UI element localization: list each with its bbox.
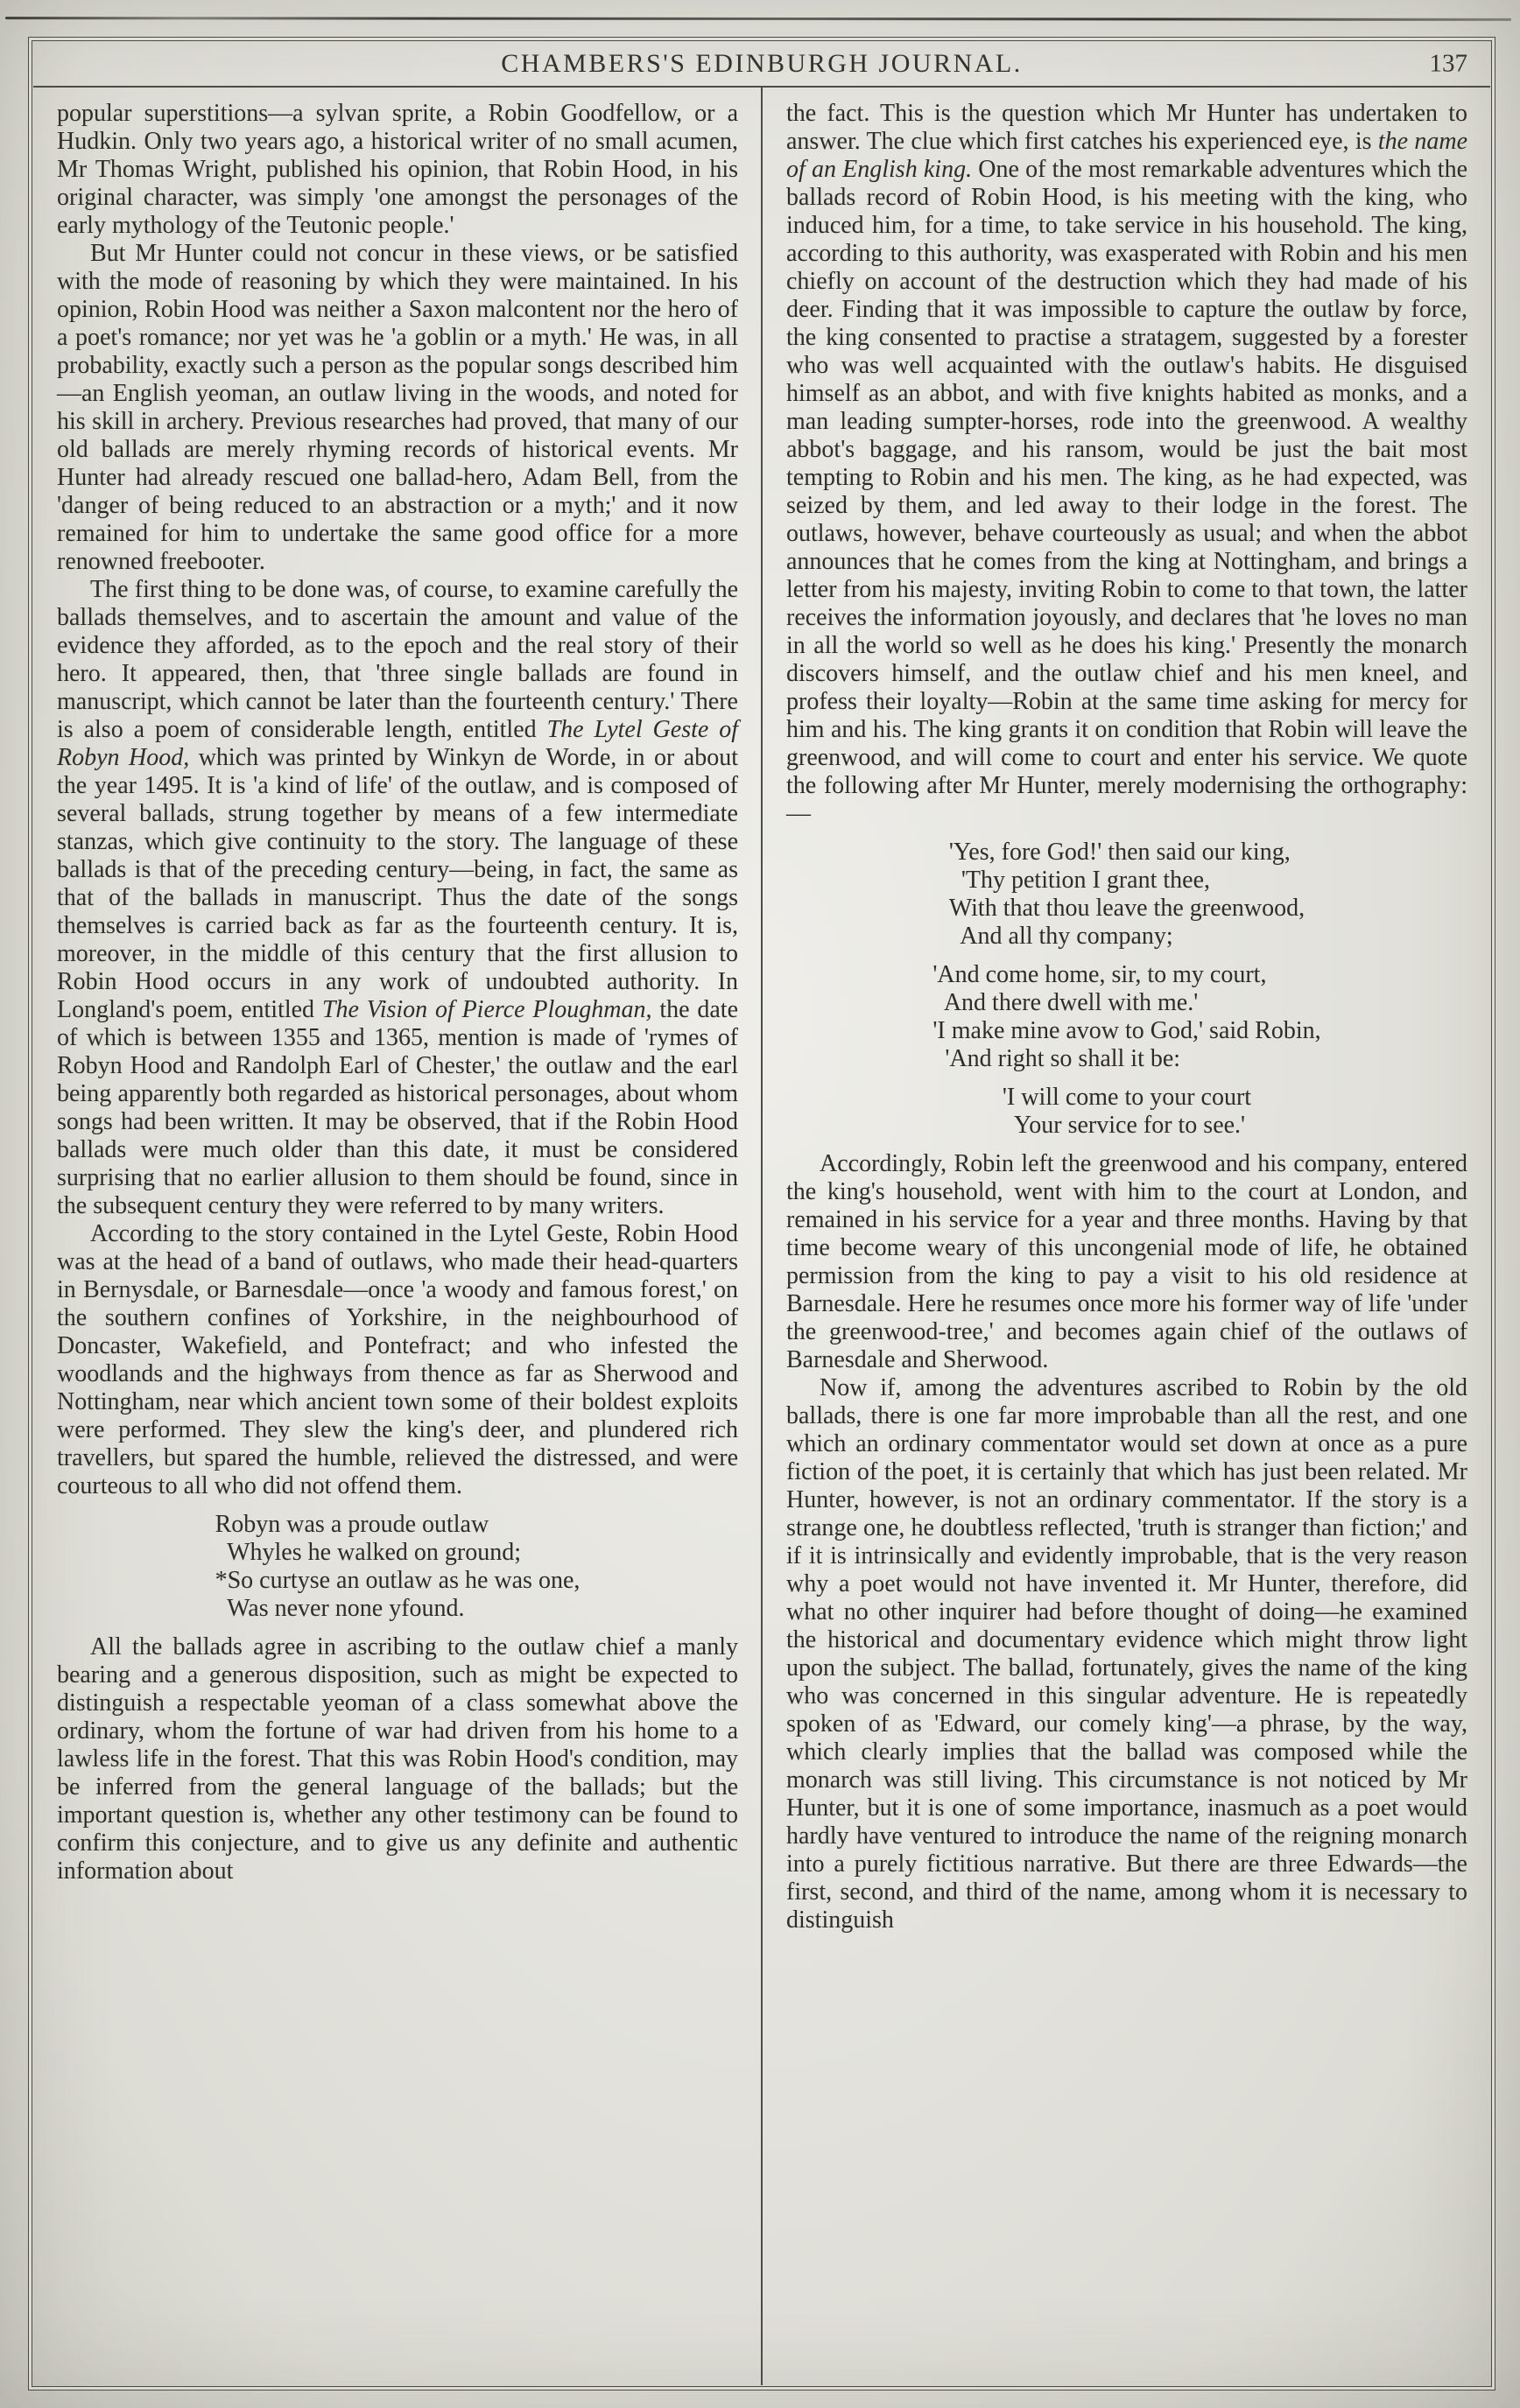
page xyxy=(28,37,1495,2390)
text-segment: which was printed by Winkyn de Worde, in or about the year 1495. It is 'a kind of life' of the outlaw, and is composed of several ballads, strung together by means of a few intermediate stanzas, which give continuity to the story. The language of these ballads is that of the preceding century—being, in fact, the same as that of the ballads in manuscript. Thus the date of the songs themselves is carried back as far as the fourteenth century. It is, moreover, in the middle of this century that the first allusion to Robin Hood occurs in any work of undoubted authority. In Longland's poem, entitled xyxy=(57,744,738,1023)
journal-title: CHAMBERS'S EDINBURGH JOURNAL. xyxy=(501,49,1023,78)
paragraph xyxy=(57,100,738,240)
column-left xyxy=(33,88,761,2385)
verse-line: 'I make mine avow to God,' said Robin, xyxy=(932,1017,1321,1044)
verse-line: Your service for to see.' xyxy=(1002,1112,1246,1139)
text-segment: But Mr Hunter could not concur in these views, or be satisfied with the mode of reasoning by which they were maintained. In his opinion, Robin Hood was neither a Saxon malcontent nor the hero of a poet's romance; nor yet was he 'a goblin or a myth.' He was, in all probability, exactly such a person as the popular songs described him—an English yeoman, an outlaw living in the woods, and noted for his skill in archery. Previous researches had proved, that many of our old ballads are merely rhyming records of historical events. Mr Hunter had already rescued one ballad-hero, Adam Bell, from the 'danger of being reduced to an abstraction or a myth;' and it now remained for him to undertake the same good office for a more renowned freebooter. xyxy=(57,240,738,575)
verse-line: Was never none yfound. xyxy=(215,1595,465,1622)
text-segment: According to the story contained in the Lytel Geste, Robin Hood was at the head of a band of outlaws, who made their head-quarters in Bernysdale, or Barnesdale—once 'a woody and famous forest,' on the southern confines of Yorkshire, in the neighbourhood of Doncaster, Wakefield, and Pontefract; and who infested the woodlands and the highways from thence as far as Sherwood and Nottingham, near which ancient town some of their boldest exploits were performed. They slew the king's deer, and plundered rich travellers, but spared the humble, relieved the distressed, and were courteous to all who did not offend them. xyxy=(57,1220,738,1499)
verse-line: 'And come home, sir, to my court, xyxy=(932,961,1267,988)
text-segment: Now if, among the adventures ascribed to Robin by the old ballads, there is one far more improbable than all the rest, and one which an ordinary commentator would set down at once as a pure fiction of the poet, it is certainly that which has just been related. Mr Hunter, however, is not an ordinary commentator. If the story is a strange one, he doubtless reflected, 'truth is stranger than fiction;' and if it is intrinsically and evidently improbable, that is the very reason why a poet would not have invented it. Mr Hunter, therefore, did what no other inquirer had before thought of doing—he examined the historical and documentary evidence which might throw light upon the subject. The ballad, fortunately, gives the name of the king who was concerned in this singular adventure. He is repeatedly spoken of as 'Edward, our comely king'—a phrase, by the way, which clearly implies that the ballad was composed while the monarch was still living. This circumstance is not noticed by Mr Hunter, but it is one of some importance, inasmuch as a poet would hardly have ventured to introduce the name of the reigning monarch into a purely fictitious narrative. But there are three Edwards—the first, second, and third of the name, among whom it is necessary to distinguish xyxy=(786,1374,1467,1934)
verse-block xyxy=(786,961,1467,1073)
text-segment: Accordingly, Robin left the greenwood and his company, entered the king's household, went with him to the court at London, and remained in his service for a year and three months. Having by that time become weary of this uncongenial mode of life, he obtained permission from the king to pay a visit to his old residence at Barnesdale. Here he resumes once more his former way of life 'under the greenwood-tree,' and becomes again chief of the outlaws of Barnesdale and Sherwood. xyxy=(786,1150,1467,1373)
verse-line: Robyn was a proude outlaw xyxy=(215,1511,489,1538)
text-segment: One of the most remarkable adventures which the ballads record of Robin Hood, is his meeting with the king, who induced him, for a time, to take service in his household. The king, according to this authority, was exasperated with Robin and his men chiefly on account of the destruction which they had made of his deer. Finding that it was impossible to capture the outlaw by force, the king consented to practise a stratagem, suggested by a forester who was well acquainted with the outlaw's habits. He disguised himself as an abbot, and with five knights habited as monks, and a man leading sumpter-horses, rode into the greenwood. A wealthy abbot's baggage, and his ransom, would be just the bait most tempting to Robin and his men. The king, as he had expected, was seized by them, and led away to their lodge in the forest. The outlaws, however, behave courteously as usual; and when the abbot announces that he comes from the king at Nottingham, and brings a letter from his majesty, inviting Robin to come to that town, the latter receives the information joyously, and declares that 'he loves no man in all the world so well as he does his king.' Presently the monarch discovers himself, and the outlaw chief and his men kneel, and profess their loyalty—Robin at the same time asking for mercy for him and his. The king grants it on condition that Robin will leave the greenwood, and will come to court and enter his service. We quote the following after Mr Hunter, merely modernising the orthography:— xyxy=(786,156,1467,827)
verse-line: *So curtyse an outlaw as he was one, xyxy=(215,1567,581,1594)
text-columns xyxy=(33,88,1490,2385)
text-segment: All the ballads agree in ascribing to the outlaw chief a manly bearing and a generous disposition, such as might be expected to distinguish a respectable yeoman of a class somewhat above the ordinary, whom the fortune of war had driven from his home to a lawless life in the forest. That this was Robin Hood's condition, may be inferred from the general language of the ballads; but the important question is, whether any other testimony can be found to confirm this conjecture, and to give us any definite and authentic information about xyxy=(57,1633,738,1885)
paragraph xyxy=(786,1374,1467,1934)
paragraph xyxy=(57,240,738,576)
verse-inner xyxy=(215,1511,581,1623)
text-segment: The first thing to be done was, of course, to examine carefully the ballads themselves, and to ascertain the amount and value of the evidence they afforded, as to the epoch and the real story of their hero. It appeared, then, that 'three single ballads are found in manuscript, which cannot be later than the fourteenth century.' There is also a poem of considerable length, entitled xyxy=(57,576,738,743)
text-segment: The Lytel Geste of Robyn Hood, xyxy=(57,716,739,771)
verse-inner xyxy=(932,961,1320,1073)
verse-block xyxy=(786,839,1467,951)
verse-line: And there dwell with me.' xyxy=(932,989,1199,1016)
verse-line: With that thou leave the greenwood, xyxy=(948,895,1305,922)
text-segment: the fact. This is the question which Mr Hunter has undertaken to answer. The clue which first catches his experienced eye, is xyxy=(786,100,1467,155)
text-segment: popular superstitions—a sylvan sprite, a Robin Goodfellow, or a Hudkin. Only two years ago, a historical writer of no small acumen, Mr Thomas Wright, published his opinion, that Robin Hood, in his original character, was simply 'one amongst the personages of the early mythology of the Teutonic people.' xyxy=(57,100,738,239)
verse-line: 'Thy petition I grant thee, xyxy=(948,867,1211,894)
paragraph xyxy=(786,100,1467,828)
scan-edge-artifact xyxy=(5,17,1511,21)
column-right xyxy=(763,88,1490,2385)
paragraph xyxy=(57,1220,738,1500)
verse-line: And all thy company; xyxy=(948,923,1173,950)
verse-line: 'And right so shall it be: xyxy=(932,1045,1181,1072)
verse-inner xyxy=(949,839,1305,951)
text-segment: the name of an English king. xyxy=(786,128,1468,183)
paragraph xyxy=(786,1150,1467,1374)
paragraph xyxy=(57,1633,738,1885)
verse-block xyxy=(57,1511,738,1623)
text-segment: the date of which is between 1355 and 1365, mention is made of 'rymes of Robyn Hood and Randolph Earl of Chester,' the outlaw and the earl being apparently both regarded as historical personages, about whom songs had been written. It may be observed, that if the Robin Hood ballads were much older than this date, it must be considered surprising that no earlier allusion to them should be found, since in the subsequent century they were referred to by many writers. xyxy=(57,996,739,1219)
verse-block xyxy=(786,1084,1467,1140)
paragraph xyxy=(57,576,738,1220)
verse-line: Whyles he walked on ground; xyxy=(215,1539,522,1566)
text-segment: The Vision of Pierce Ploughman, xyxy=(321,996,652,1023)
verse-line: 'Yes, fore God!' then said our king, xyxy=(948,839,1291,866)
page-number: 137 xyxy=(1429,49,1467,78)
page-header xyxy=(33,42,1490,88)
verse-inner xyxy=(1003,1084,1251,1140)
verse-line: 'I will come to your court xyxy=(1002,1084,1252,1111)
